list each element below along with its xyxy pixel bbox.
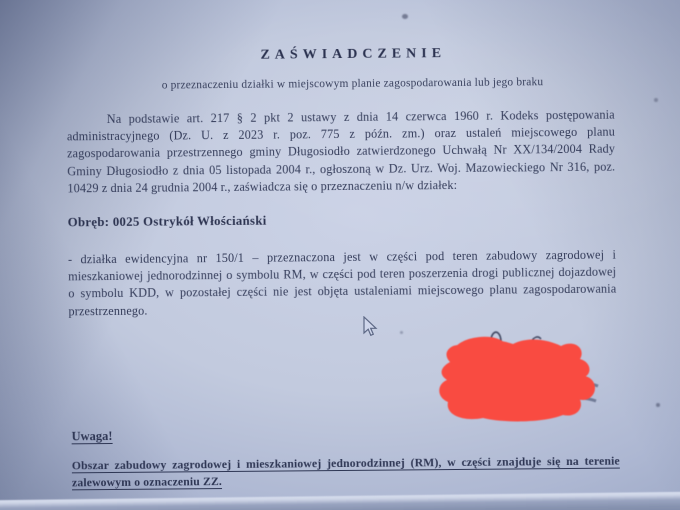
legal-basis-paragraph: Na podstawie art. 217 § 2 pkt 2 ustawy z dnia 14 czerwca 1960 r. Kodeks postępowania administracyjnego (Dz. U. z 2023 r. poz. 775 z późn. zm.) oraz ustaleń miejscowego planu zagospodarowania przestrzennego gminy Długosiodło zatwierdzonego Uchwałą Nr XX/134/2004 Rady Gminy Długosiodło z dnia 05 listopada 2004 r., ogłoszoną w Dz. Urz. Woj. Mazowieckiego Nr 316, poz. 10429 z dnia 24 grudnia 2004 r., zaświadcza się o przeznaczeniu n/w działek:	[66, 107, 616, 196]
dust-speck	[402, 14, 408, 19]
redaction-scribble-icon	[425, 322, 610, 432]
district-heading: Obręb: 0025 Ostrykół Włościański	[67, 213, 267, 230]
dust-speck	[654, 98, 658, 102]
page-subtitle: o przeznaczeniu działki w miejscowym planie zagospodarowania lub jego braku	[161, 76, 544, 92]
signature-area	[425, 322, 610, 432]
page-title: ZAŚWIADCZENIE	[260, 46, 447, 63]
red-marker-bump	[571, 376, 595, 400]
parcel-designation-paragraph: - działka ewidencyjna nr 150/1 – przeznaczona jest w części pod teren zabudowy zagrodowej i mieszkaniowej jednorodzinnej o symbolu RM, w części pod teren poszerzenia drogi publicznej dojazdowej o symbolu KDD, w pozostałej części nie jest objęta ustaleniami miejscowego planu zagospodarowania przestrzennego.	[67, 247, 617, 318]
note-heading: Uwaga!	[71, 428, 113, 444]
flood-zone-note-paragraph: Obszar zabudowy zagrodowej i mieszkaniowej jednorodzinnej (RM), w części znajduje się na terenie zalewowym o oznaczeniu ZZ.	[71, 454, 620, 489]
mouse-cursor-icon	[362, 316, 380, 338]
dust-speck	[400, 331, 403, 334]
dust-speck	[656, 403, 660, 407]
